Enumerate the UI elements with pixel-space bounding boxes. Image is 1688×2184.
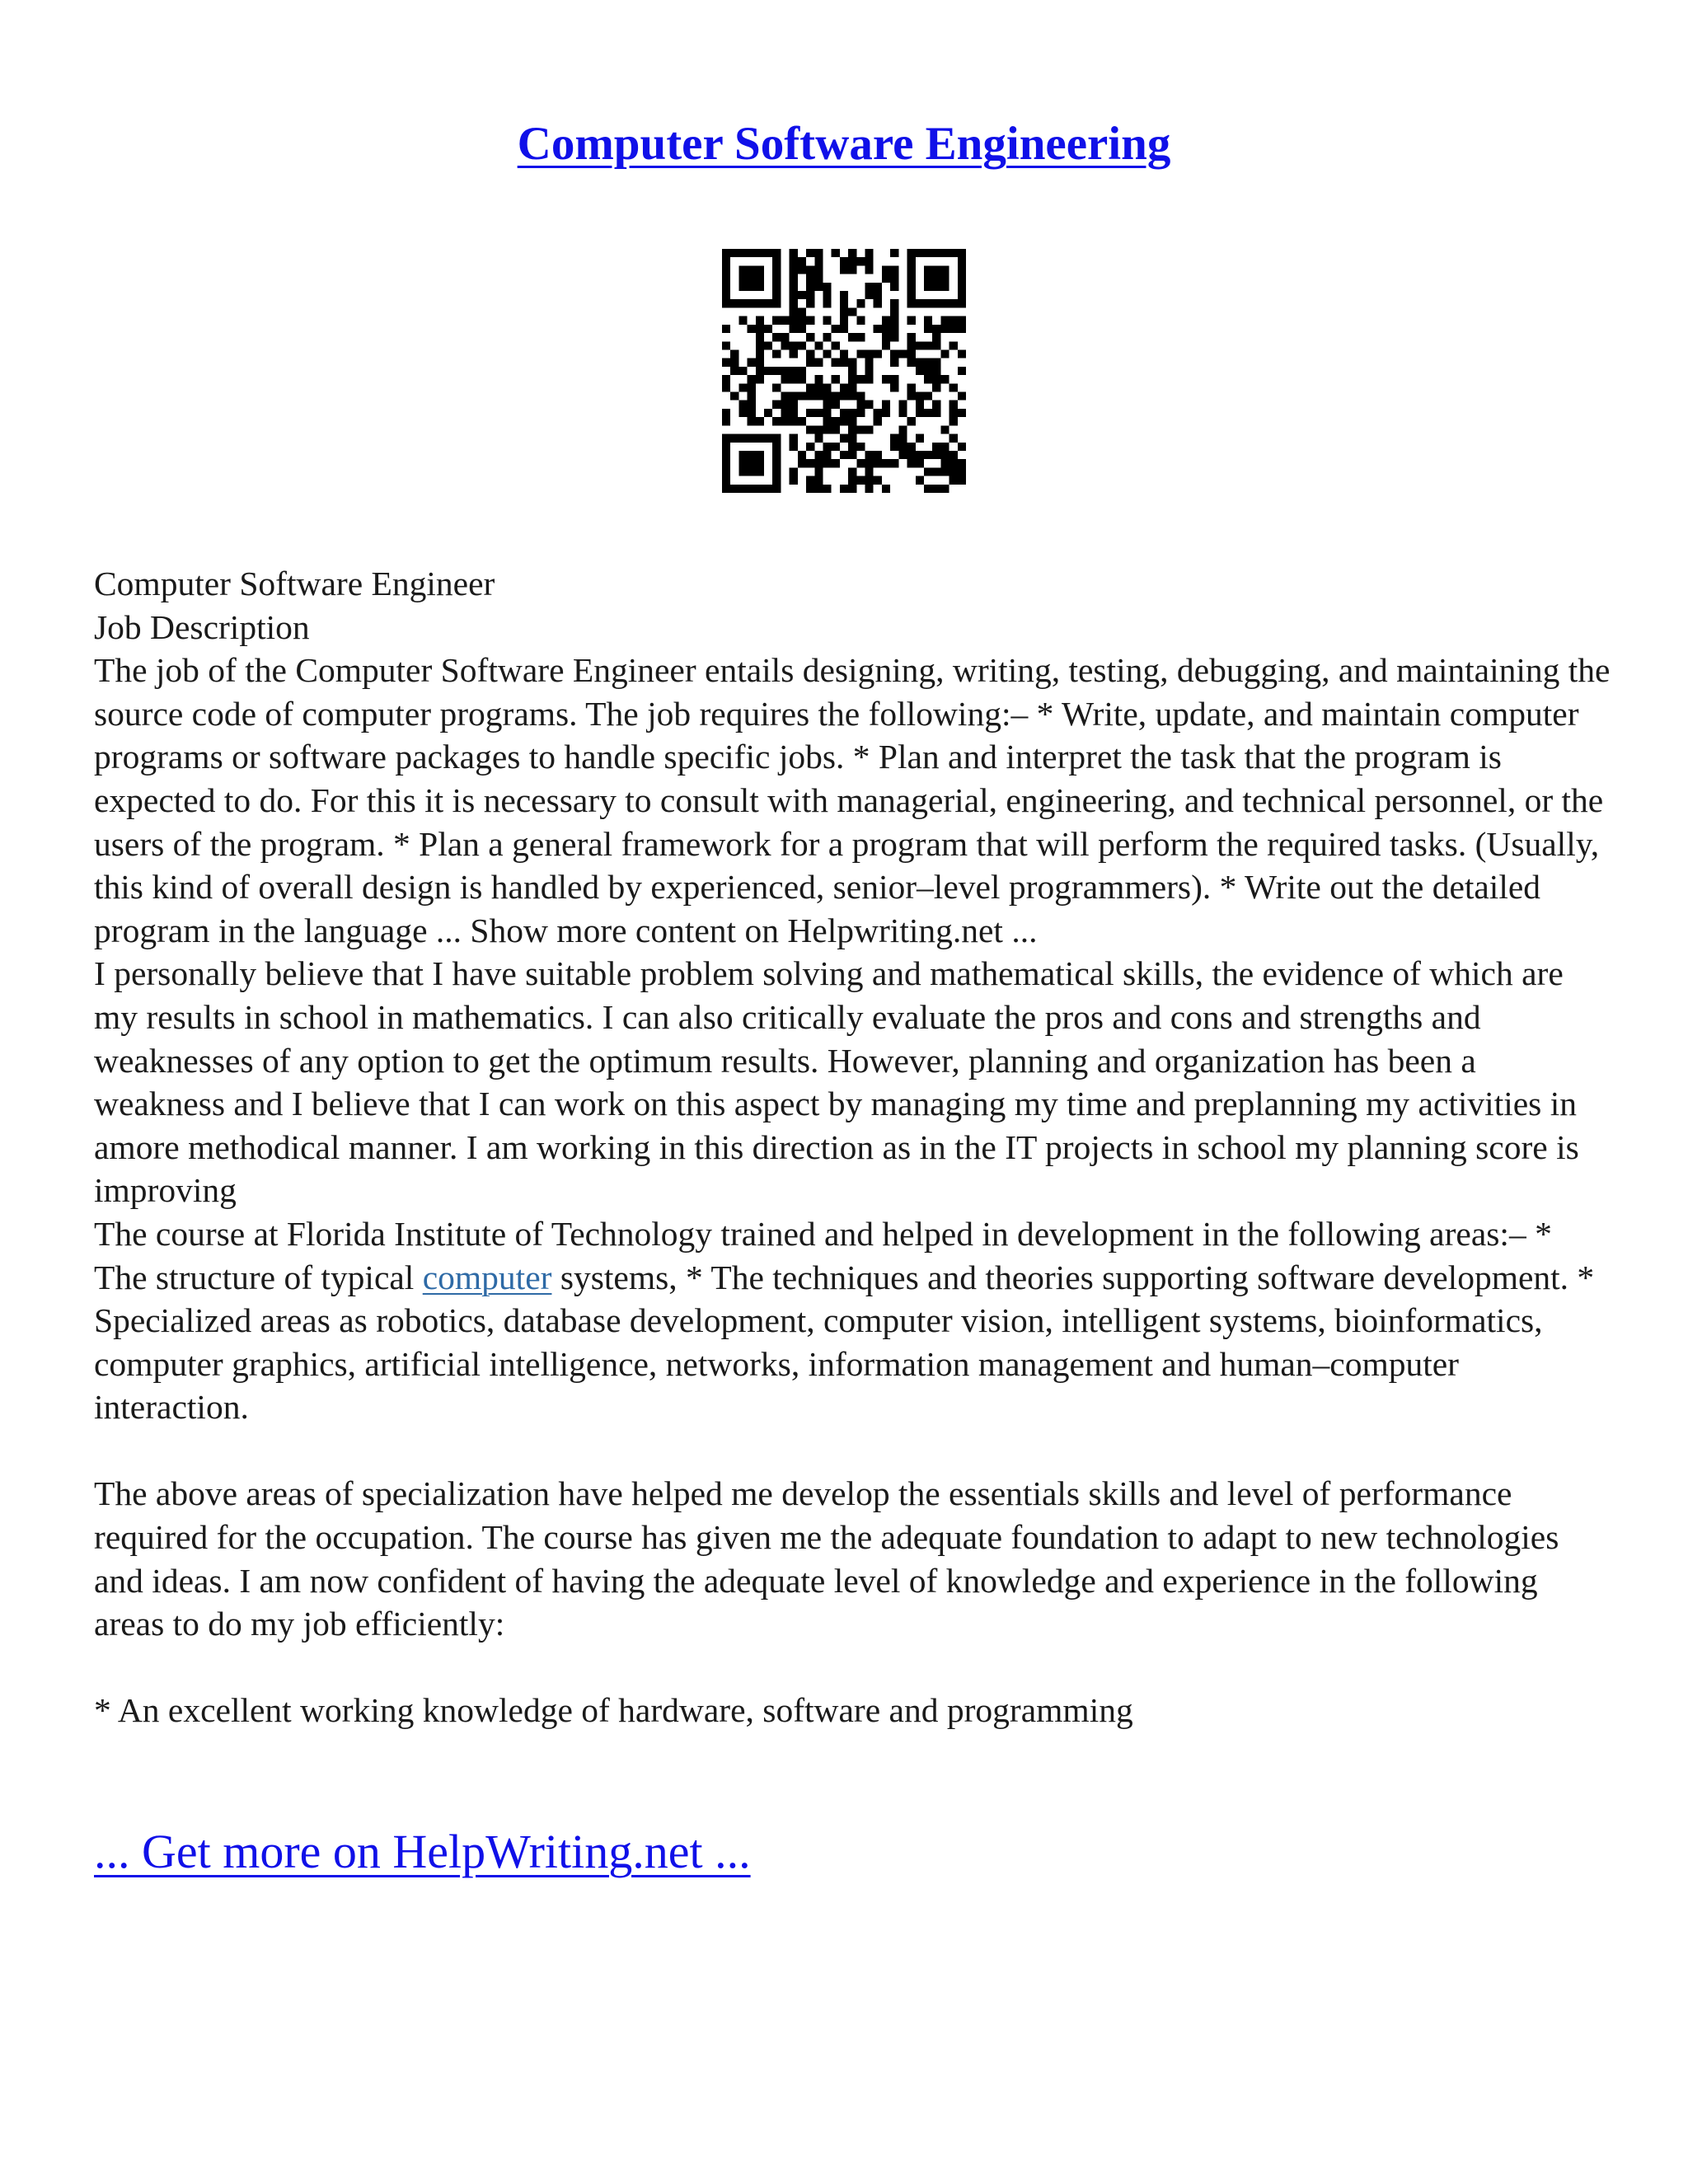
bullet-item: * An excellent working knowledge of hardware, software and programming	[94, 1691, 1133, 1730]
paragraph-specialization: The above areas of specialization have helped me develop the essentials skills and level of performance required for the occupation. The course has given me the adequate foundation to adapt to new technologies and ideas. I am now confident of having the adequate level of knowledge and experience in the following areas to do my job efficiently:	[94, 1474, 1559, 1643]
title-link[interactable]: Computer Software Engineering	[517, 118, 1171, 170]
paragraph-job-description: The job of the Computer Software Engineer entails designing, writing, testing, debugging, and maintaining the source code of computer programs. The job requires the following:– * Write, update, and maintain computer programs or software packages to handle specific jobs. * Plan and interpret the task that the program is expected to do. For this it is necessary to consult with managerial, engineering, and technical personnel, or the users of the program. * Plan a general framework for a program that will perform the required tasks. (Usually, this kind of overall design is handled by experienced, senior–level programmers). * Write out the detailed program in the language ... Show more content on Helpwriting.net ...	[94, 651, 1611, 949]
paragraph-course-text: The course at Florida Institute of Technology trained and helped in development in the following areas:– * The structure of typical	[94, 1214, 1552, 1296]
article-heading: Computer Software Engineer	[94, 565, 495, 602]
article-body	[94, 562, 1611, 1732]
qr-code-icon	[722, 249, 966, 493]
paragraph-skills: I personally believe that I have suitable problem solving and mathematical skills, the evidence of which are my results in school in mathematics. I can also critically evaluate the pros and cons and strengths and weaknesses of any option to get the optimum results. However, planning and organization has been a weakness and I believe that I can work on this aspect by managing my time and preplanning my activities in amore methodical manner. I am working in this direction as in the IT projects in school my planning score is improving	[94, 954, 1579, 1210]
paragraph-spacer	[94, 1646, 1611, 1690]
page-title	[0, 115, 1688, 173]
computer-link[interactable]: computer	[422, 1258, 552, 1296]
get-more-link[interactable]: ... Get more on HelpWriting.net ...	[94, 1825, 751, 1878]
paragraph-course	[94, 1212, 1611, 1429]
article-subheading: Job Description	[94, 607, 310, 646]
paragraph-course-text-end: systems, * The techniques and theories supporting software development. * Specialized areas as robotics, database development, computer vision, intelligent systems, bioinformatics, computer graphics, artificial intelligence, networks, information management and human–computer interaction.	[94, 1258, 1595, 1427]
paragraph-spacer	[94, 1429, 1611, 1473]
